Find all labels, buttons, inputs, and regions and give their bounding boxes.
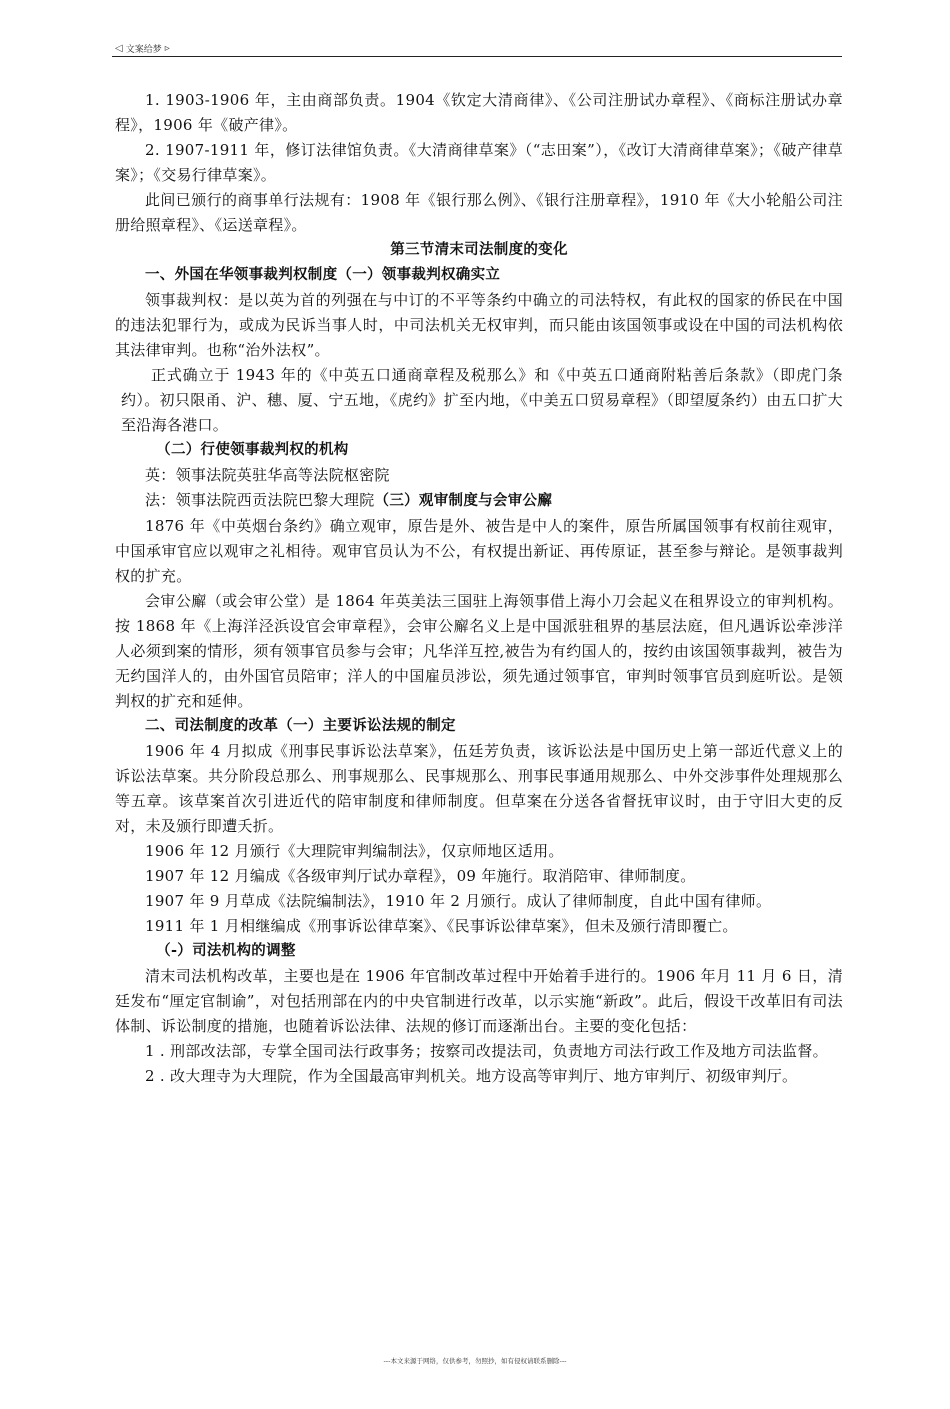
paragraph: 会审公廨（或会审公堂）是 1864 年英美法三国驻上海领事借上海小刀会起义在租界设立的审判机构。按 1868 年《上海洋泾浜设官会审章程》，会审公廨名义上是中国派驻租界的基层法庭，但凡遇诉讼牵涉洋人必须到案的情形，须有领事官员参与会审；凡华洋互控,被告为有约国人的，按约由该国领事裁判，被告为无约国洋人的，由外国官员陪审；洋人的中国雇员涉讼，须先通过领事官，审判时领事官员到庭听讼。是领判权的扩充和延伸。 bbox=[115, 592, 843, 710]
paragraph: 1 . 刑部改法部，专掌全国司法行政事务；按察司改提法司，负责地方司法行政工作及地方司法监督。 bbox=[145, 1042, 828, 1060]
document-body bbox=[115, 88, 843, 1089]
paragraph: 1906 年 4 月拟成《刑事民事诉讼法草案》，伍廷芳负责，该诉讼法是中国历史上第一部近代意义上的诉讼法草案。共分阶段总那么、刑事规那么、民事规那么、刑事民事通用规那么、中外交涉事件处理规那么等五章。该草案首次引进近代的陪审制度和律师制度。但草案在分送各省督抚审议时，由于守旧大吏的反对，未及颁行即遭夭折。 bbox=[115, 742, 843, 835]
section-heading: 第三节清末司法制度的变化 bbox=[390, 242, 568, 258]
subsection-heading: （-）司法机构的调整 bbox=[119, 943, 296, 959]
subsection-heading: （二）行使领事裁判权的机构 bbox=[119, 442, 349, 458]
paragraph: 2 . 改大理寺为大理院，作为全国最高审判机关。地方设高等审判厅、地方审判厅、初级审判厅。 bbox=[145, 1067, 798, 1085]
triangle-left-icon: ◁ bbox=[115, 42, 123, 54]
page-header bbox=[115, 40, 842, 56]
paragraph: 1. 1903-1906 年，主由商部负责。1904《钦定大清商律》、《公司注册试办章程》、《商标注册试办章程》，1906 年《破产律》。 bbox=[115, 91, 843, 134]
paragraph: 正式确立于 1943 年的《中英五口通商章程及税那么》和《中英五口通商附粘善后条款》（即虎门条约）。初只限甬、沪、穗、厦、宁五地，《虎约》扩至内地，《中美五口贸易章程》（即望厦条约）由五口扩大至沿海各港口。 bbox=[121, 366, 843, 434]
paragraph: 清末司法机构改革，主要也是在 1906 年官制改革过程中开始着手进行的。1906 年月 11 月 6 日，清廷发布“厘定官制谕”，对包括刑部在内的中央官制进行改革，以示实施“新政”。此后，假设干改革旧有司法体制、诉讼制度的措施，也随着诉讼法律、法规的修订而逐渐出台。主要的变化包括： bbox=[115, 967, 843, 1035]
paragraph-mixed bbox=[115, 488, 843, 514]
paragraph: 1906 年 12 月颁行《大理院审判编制法》，仅京师地区适用。 bbox=[145, 842, 564, 860]
subsection-heading: 二、司法制度的改革（一）主要诉讼法规的制定 bbox=[145, 718, 456, 734]
triangle-right-icon: ▹ bbox=[164, 42, 170, 54]
paragraph: 领事裁判权：是以英为首的列强在与中订的不平等条约中确立的司法特权，有此权的国家的侨民在中国的违法犯罪行为，或成为民诉当事人时，中司法机关无权审判，而只能由该国领事或设在中国的司法机构依其法律审判。也称“治外法权”。 bbox=[115, 291, 843, 359]
paragraph: 2. 1907-1911 年，修订法律馆负责。《大清商律草案》（“志田案”），《改订大清商律草案》；《破产律草案》；《交易行律草案》。 bbox=[115, 141, 843, 184]
paragraph: 1876 年《中英烟台条约》确立观审，原告是外、被告是中人的案件，原告所属国领事有权前往观审，中国承审官应以观审之礼相待。观审官员认为不公，有权提出新证、再传原证，甚至参与辩论。是领事裁判权的扩充。 bbox=[115, 517, 843, 585]
paragraph: 1907 年 12 月编成《各级审判厅试办章程》，09 年施行。取消陪审、律师制度。 bbox=[145, 867, 696, 885]
inline-heading: （三）观审制度与会审公廨 bbox=[374, 493, 553, 509]
paragraph-text: 法：领事法院西贡法院巴黎大理院 bbox=[145, 491, 375, 509]
header-title: 文案给梦 bbox=[125, 44, 162, 55]
paragraph: 此间已颁行的商事单行法规有：1908 年《银行那么例》、《银行注册章程》，1910 年《大小轮船公司注册给照章程》、《运送章程》。 bbox=[115, 191, 843, 234]
paragraph: 英：领事法院英驻华高等法院枢密院 bbox=[145, 466, 390, 484]
paragraph: 1911 年 1 月相继编成《刑事诉讼律草案》、《民事诉讼律草案》，但未及颁行清即覆亡。 bbox=[145, 917, 738, 935]
subsection-heading: 一、外国在华领事裁判权制度（一）领事裁判权确实立 bbox=[145, 267, 501, 283]
paragraph: 1907 年 9 月草成《法院编制法》，1910 年 2 月颁行。成认了律师制度，自此中国有律师。 bbox=[145, 892, 772, 910]
header-divider bbox=[112, 56, 842, 57]
page-footer: ---本文来源于网络，仅供参考，勿照抄，如有侵权请联系删除--- bbox=[383, 1357, 567, 1365]
